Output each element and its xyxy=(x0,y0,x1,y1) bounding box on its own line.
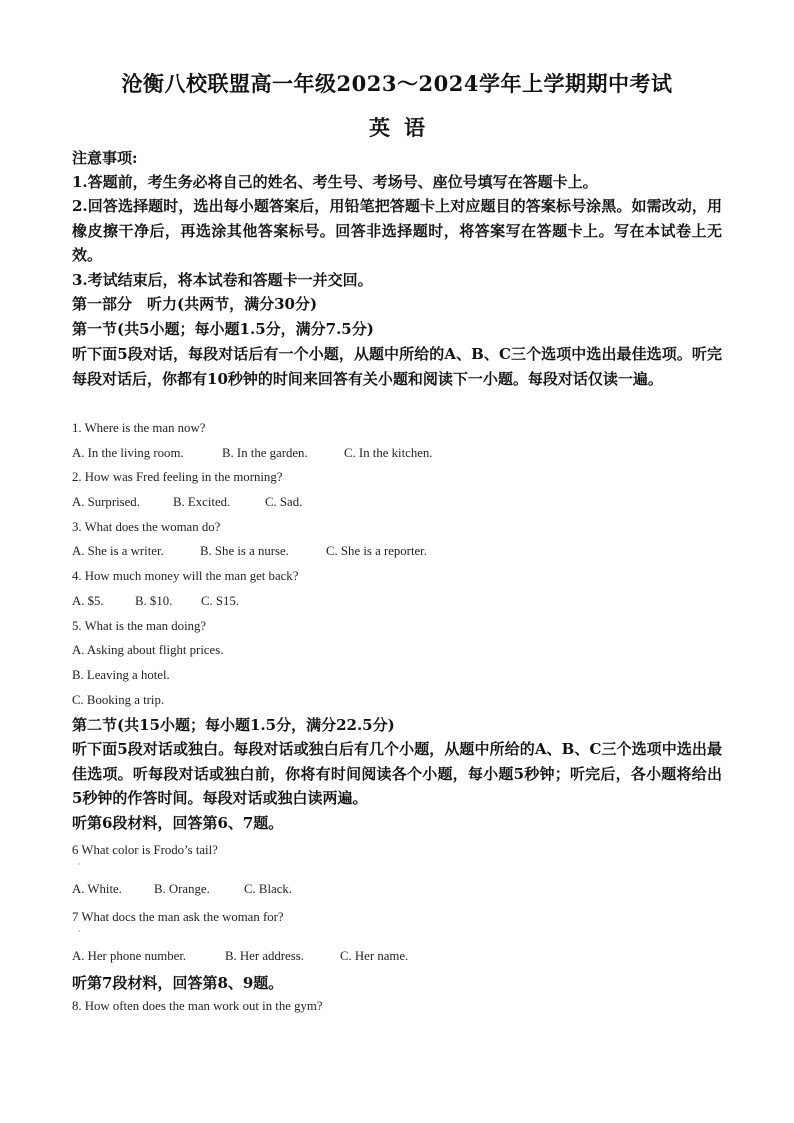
question-1-options xyxy=(72,446,433,461)
question-4-option-c: C. S15. xyxy=(201,594,240,608)
question-5-option-b: B. Leaving a hotel. xyxy=(72,668,170,682)
note-item-2: 2.回答选择题时，选出每小题答案后，用铅笔把答题卡上对应题目的答案标号涂黑。如需改动，用橡皮擦干净后，再选涂其他答案标号。回答非选择题时，将答案写在答题卡上。写在本试卷上无效。 xyxy=(72,197,722,264)
question-6-option-b: B. Orange. xyxy=(154,882,210,896)
note-item-1: 1.答题前，考生务必将自己的姓名、考生号、考场号、座位号填写在答题卡上。 xyxy=(72,173,598,191)
question-3-option-b: B. She is a nurse. xyxy=(200,544,289,558)
question-2-options xyxy=(72,495,302,510)
question-5-option-c: C. Booking a trip. xyxy=(72,693,165,707)
question-6-option-c: C. Black. xyxy=(244,882,292,896)
question-4-option-a: A. $5. xyxy=(72,594,104,608)
question-2-stem: 2. How was Fred feeling in the morning? xyxy=(72,470,283,484)
question-2-option-b: B. Excited. xyxy=(173,495,231,509)
section2-instructions: 听下面5段对话或独白。每段对话或独白后有几个小题，从题中所给的A、B、C三个选项中选出最佳选项。听每段对话或独白前，你将有时间阅读各个小题，每小题5秒钟；听完后，各小题将给出5秒钟的作答时间。每段对话或独白读两遍。 xyxy=(72,740,722,807)
question-7-options xyxy=(72,949,408,964)
question-1-option-c: C. In the kitchen. xyxy=(344,446,433,460)
question-8-stem: 8. How often does the man work out in the gym? xyxy=(72,999,323,1013)
section2-heading: 第二节(共15小题；每小题1.5分，满分22.5分) xyxy=(72,716,395,734)
question-2-option-a: A. Surprised. xyxy=(72,495,140,509)
subject-title: 英语 xyxy=(369,115,439,140)
material-7-heading: 听第7段材料，回答第8、9题。 xyxy=(72,974,284,992)
question-3-options xyxy=(72,544,427,559)
question-7-mark: · xyxy=(78,927,81,936)
question-1-option-a: A. In the living room. xyxy=(72,446,184,460)
question-7-option-a: A. Her phone number. xyxy=(72,949,187,963)
question-7-option-c: C. Her name. xyxy=(340,949,409,963)
question-4-options xyxy=(72,594,239,609)
question-7-stem: 7 What docs the man ask the woman for? xyxy=(72,910,284,924)
question-3-stem: 3. What does the woman do? xyxy=(72,520,221,534)
question-3-option-c: C. She is a reporter. xyxy=(326,544,427,558)
question-7-option-b: B. Her address. xyxy=(225,949,304,963)
part1-heading: 第一部分 听力(共两节，满分30分) xyxy=(72,295,318,313)
question-3-option-a: A. She is a writer. xyxy=(72,544,164,558)
question-1-option-b: B. In the garden. xyxy=(222,446,308,460)
question-2-option-c: C. Sad. xyxy=(265,495,303,509)
question-6-mark: · xyxy=(78,860,81,869)
section1-heading: 第一节(共5小题；每小题1.5分，满分7.5分) xyxy=(72,320,374,338)
exam-title: 沧衡八校联盟高一年级2023～2024学年上学期期中考试 xyxy=(121,71,673,96)
section1-instructions: 听下面5段对话，每段对话后有一个小题，从题中所给的A、B、C三个选项中选出最佳选项。听完每段对话后，你都有10秒钟的时间来回答有关小题和阅读下一小题。每段对话仅读一遍。 xyxy=(72,345,722,388)
question-6-options xyxy=(72,882,292,897)
material-6-heading: 听第6段材料，回答第6、7题。 xyxy=(72,814,284,832)
question-6-option-a: A. White. xyxy=(72,882,122,896)
notes-heading: 注意事项: xyxy=(72,149,138,167)
question-6-stem: 6 What color is Frodo’s tail? xyxy=(72,843,218,857)
question-5-option-a: A. Asking about flight prices. xyxy=(72,643,224,657)
question-5-stem: 5. What is the man doing? xyxy=(72,619,207,633)
question-4-option-b: B. $10. xyxy=(135,594,173,608)
question-1-stem: 1. Where is the man now? xyxy=(72,421,206,435)
question-4-stem: 4. How much money will the man get back? xyxy=(72,569,299,583)
note-item-3: 3.考试结束后，将本试卷和答题卡一并交回。 xyxy=(72,271,373,289)
